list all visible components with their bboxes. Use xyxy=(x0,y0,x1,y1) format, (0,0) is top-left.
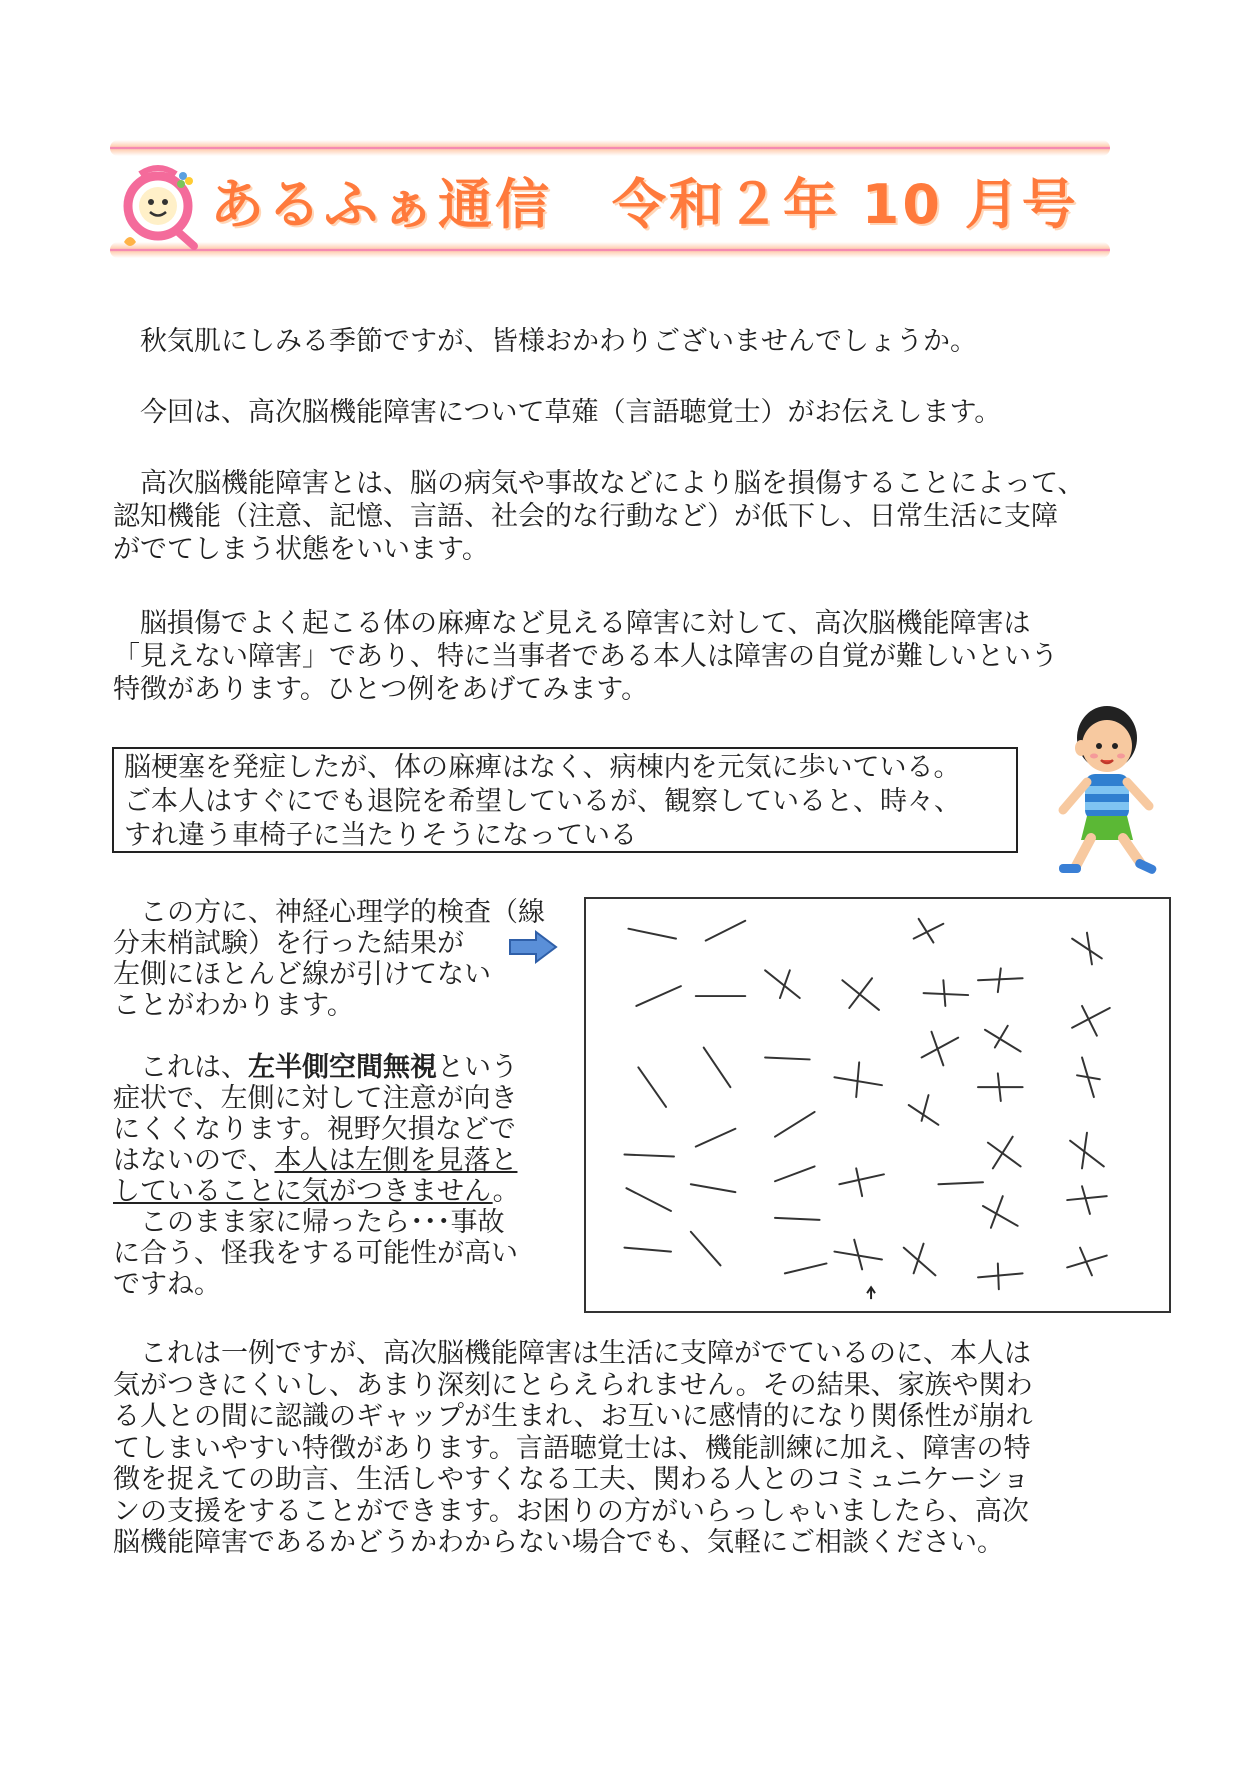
greeting-paragraph xyxy=(113,325,1123,358)
topic-text: 今回は、高次脳機能障害について草薙（言語聴覚士）がお伝えします。 xyxy=(140,397,1002,428)
definition-paragraph xyxy=(113,467,1123,566)
conclusion-line: 脳機能障害であるかどうかわからない場合でも、気軽にご相談ください。 xyxy=(113,1527,1004,1558)
conclusion-line: これは一例ですが、高次脳機能障害は生活に支障がでているのに、本人は xyxy=(140,1338,1031,1369)
neglect-line: にくくなります。視野欠損などで xyxy=(113,1114,516,1145)
conclusion-line: 気がつきにくいし、あまり深刻にとらえられません。その結果、家族や関わ xyxy=(113,1369,1033,1401)
neglect-text: これは、 xyxy=(140,1052,248,1083)
conclusion-line: ンの支援をすることができます。お困りの方がいらっしゃいましたら、高次 xyxy=(113,1495,1029,1527)
definition-line: 認知機能（注意、記憶、言語、社会的な行動など）が低下し、日常生活に支障 xyxy=(113,501,1058,532)
invisible-line: 「見えない障害」であり、特に当事者である本人は障害の自覚が難しいという xyxy=(113,641,1058,672)
issue-date: 令和２年 10 月号 xyxy=(612,173,1079,236)
neglect-line: に合う、怪我をする可能性が高い xyxy=(113,1238,518,1269)
conclusion-line: る人との間に認識のギャップが生まれ、お互いに感情的になり関係性が崩れ xyxy=(113,1401,1033,1432)
neglect-text: 。 xyxy=(492,1176,520,1207)
test-explanation-column xyxy=(113,897,563,1300)
walking-boy-illustration xyxy=(1045,698,1165,883)
newsletter-title xyxy=(210,162,1079,239)
test-line: ことがわかります。 xyxy=(113,990,354,1021)
newsletter-name: あるふぁ通信 xyxy=(210,173,552,236)
test-line: 左側にほとんど線が引けてない xyxy=(113,959,491,990)
neglect-term: 左半側空間無視 xyxy=(248,1052,437,1083)
neglect-text: という xyxy=(437,1052,518,1083)
header-bottom-line xyxy=(110,242,1110,258)
definition-line: がでてしまう状態をいいます。 xyxy=(113,534,489,565)
definition-line: 高次脳機能障害とは、脳の病気や事故などにより脳を損傷することによって、 xyxy=(140,468,1085,499)
neglect-emphasis: していることに気がつきません xyxy=(113,1176,493,1207)
header-top-line xyxy=(110,140,1110,156)
invisible-line: 特徴があります。ひとつ例をあげてみます。 xyxy=(113,674,649,705)
right-arrow-icon xyxy=(508,930,558,964)
line-cancellation-test-sheet xyxy=(584,897,1171,1313)
topic-paragraph xyxy=(113,396,1123,429)
neglect-line: ですね。 xyxy=(113,1269,221,1300)
example-line: すれ違う車椅子に当たりそうになっている xyxy=(124,820,637,851)
neglect-text: はないので、 xyxy=(113,1145,275,1176)
example-line: 脳梗塞を発症したが、体の麻痺はなく、病棟内を元気に歩いている。 xyxy=(124,752,961,783)
invisible-line: 脳損傷でよく起こる体の麻痺など見える障害に対して、高次脳機能障害は xyxy=(140,608,1031,639)
neglect-line xyxy=(113,1052,563,1083)
example-case-box xyxy=(112,747,1018,853)
invisible-disability-paragraph xyxy=(113,607,1123,706)
newsletter-header xyxy=(110,140,1110,275)
neglect-line: 症状で、左側に対して注意が向き xyxy=(113,1083,518,1114)
test-line: 分末梢試験）を行った結果が xyxy=(113,928,464,959)
alpha-mascot-logo-icon xyxy=(118,160,200,250)
neglect-emphasis: 本人は左側を見落と xyxy=(274,1145,518,1176)
greeting-text: 秋気肌にしみる季節ですが、皆様おかわりございませんでしょうか。 xyxy=(140,326,977,357)
neglect-line xyxy=(113,1145,563,1176)
conclusion-paragraph xyxy=(113,1338,1123,1559)
conclusion-line: てしまいやすい特徴があります。言語聴覚士は、機能訓練に加え、障害の特 xyxy=(113,1432,1031,1464)
neglect-line: このまま家に帰ったら･･･事故 xyxy=(140,1207,505,1238)
neglect-line xyxy=(113,1176,563,1207)
test-line: この方に、神経心理学的検査（線 xyxy=(140,897,545,928)
example-line: ご本人はすぐにでも退院を希望しているが、観察していると、時々、 xyxy=(124,786,961,817)
conclusion-line: 徴を捉えての助言、生活しやすくなる工夫、関わる人とのコミュニケーショ xyxy=(113,1464,1030,1495)
